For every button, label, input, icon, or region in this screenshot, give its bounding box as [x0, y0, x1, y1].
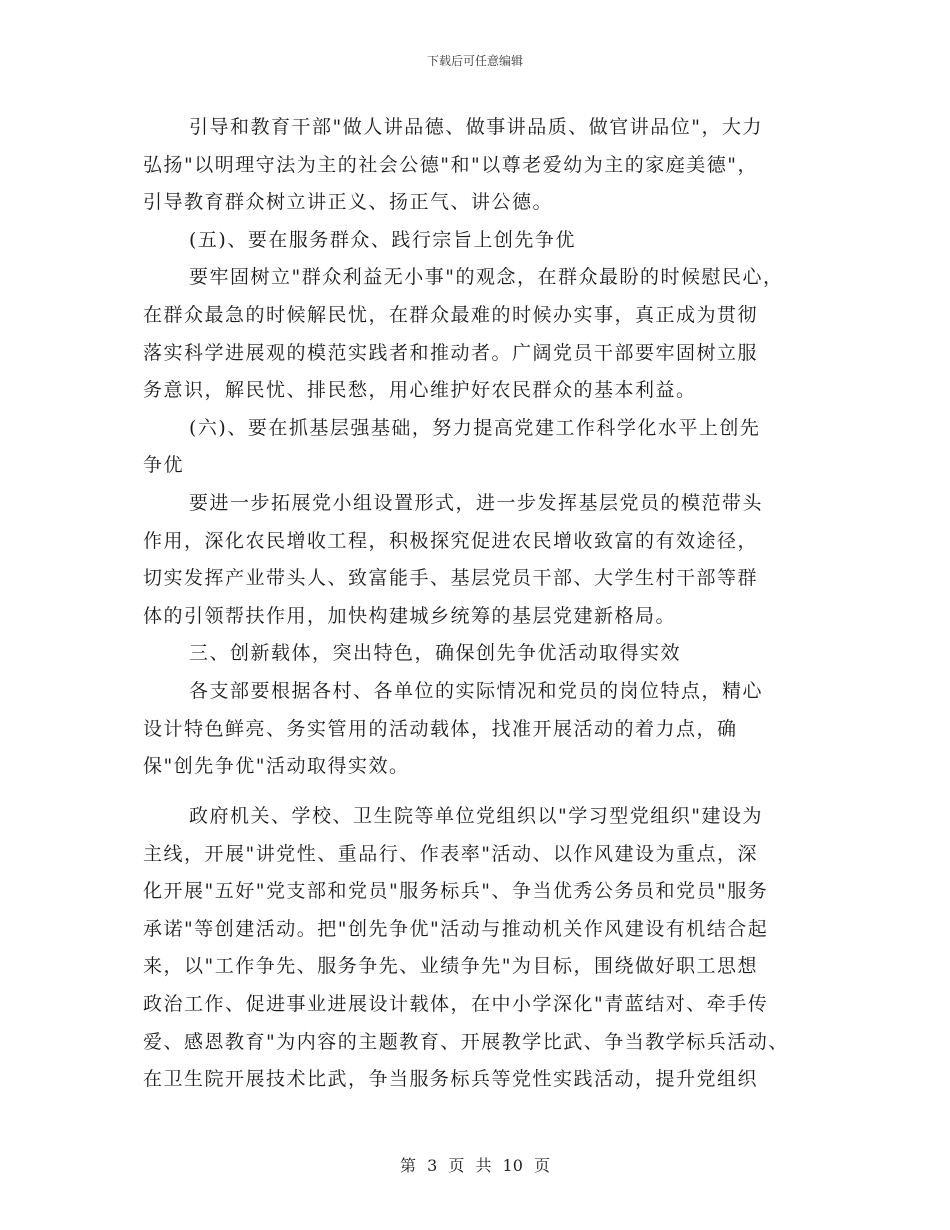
- text-line: 落实科学进展观的模范实践者和推动者。广阔党员干部要牢固树立服: [143, 342, 759, 364]
- page-number: 第 3 页 共 10 页: [400, 1156, 550, 1175]
- text-line: 切实发挥产业带头人、致富能手、基层党员干部、大学生村干部等群: [143, 567, 759, 589]
- text-line: 在群众最急的时候解民忧，在群众最难的时候办实事，真正成为贯彻: [143, 304, 759, 326]
- text-line: 引导教育群众树立讲正义、扬正气、讲公德。: [143, 191, 554, 213]
- section-heading: (五)、要在服务群众、践行宗旨上创先争优: [189, 229, 576, 251]
- text-line: 政府机关、学校、卫生院等单位党组织以"学习型党组织"建设为: [189, 805, 763, 827]
- text-line: 要牢固树立"群众利益无小事"的观念，在群众最盼的时候慰民心，: [189, 266, 784, 288]
- text-line: 各支部要根据各村、各单位的实际情况和党员的岗位特点，精心: [189, 680, 764, 702]
- text-line: 要进一步拓展党小组设置形式，进一步发挥基层党员的模范带头: [189, 492, 764, 514]
- page-header: 下载后可任意编辑: [426, 54, 523, 68]
- text-line: 引导和教育干部"做人讲品德、做事讲品质、做官讲品位"，大力: [189, 116, 763, 138]
- text-line: 来，以"工作争先、服务争先、业绩争先"为目标，围绕做好职工思想: [143, 955, 758, 977]
- text-line: 保"创先争优"活动取得实效。: [143, 755, 410, 777]
- text-line: 主线，开展"讲党性、重品行、作表率"活动、以作风建设为重点，深: [143, 843, 758, 865]
- section-heading: 三、创新载体，突出特色，确保创先争优活动取得实效: [189, 642, 682, 664]
- section-heading: 争优: [143, 454, 185, 476]
- text-line: 设计特色鲜亮、务实管用的活动载体，找准开展活动的着力点，确: [143, 718, 738, 740]
- section-heading: (六)、要在抓基层强基础，努力提高党建工作科学化水平上创先: [189, 417, 761, 439]
- text-line: 务意识，解民忧、排民愁，用心维护好农民群众的基本利益。: [143, 379, 697, 401]
- text-line: 在卫生院开展技术比武，争当服务标兵等党性实践活动，提升党组织: [143, 1068, 759, 1090]
- text-line: 化开展"五好"党支部和党员"服务标兵"、争当优秀公务员和党员"服务: [143, 880, 769, 902]
- text-line: 作用，深化农民增收工程，积极探究促进农民增收致富的有效途径，: [143, 530, 759, 552]
- text-line: 弘扬"以明理守法为主的社会公德"和"以尊老爱幼为主的家庭美德"，: [143, 154, 758, 176]
- text-line: 承诺"等创建活动。把"创先争优"活动与推动机关作风建设有机结合起: [143, 918, 769, 940]
- text-line: 爱、感恩教育"为内容的主题教育、开展教学比武、争当教学标兵活动、: [143, 1031, 789, 1053]
- text-line: 政治工作、促进事业进展设计载体，在中小学深化"青蓝结对、牵手传: [143, 993, 769, 1015]
- text-line: 体的引领帮扶作用，加快构建城乡统筹的基层党建新格局。: [143, 605, 677, 627]
